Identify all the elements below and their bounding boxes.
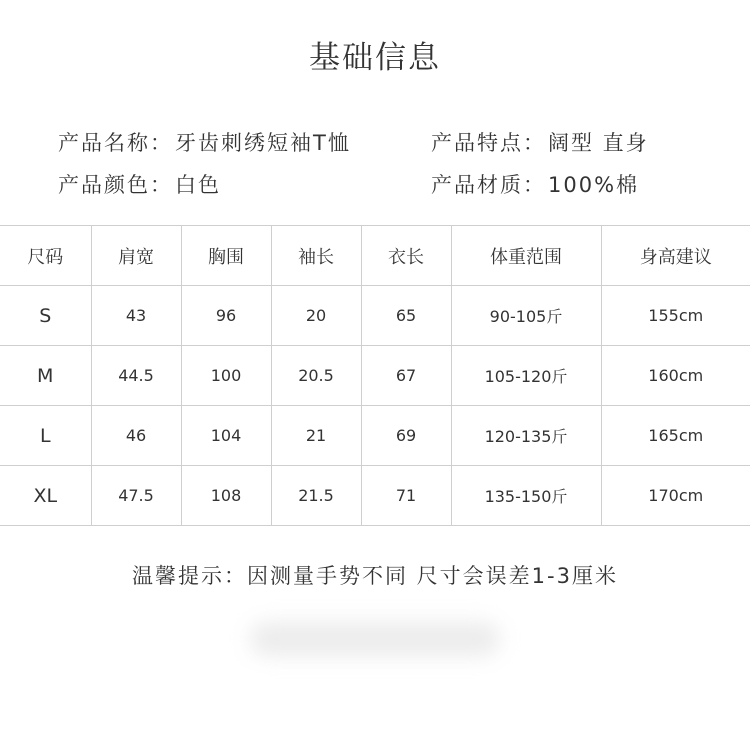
table-cell: 65 [361, 286, 451, 346]
table-cell: 44.5 [91, 346, 181, 406]
table-row [0, 466, 750, 526]
header-cell: 体重范围 [451, 226, 601, 286]
header-cell: 袖长 [271, 226, 361, 286]
table-cell: 108 [181, 466, 271, 526]
measurement-tip: 温馨提示：因测量手势不同 尺寸会误差1-3厘米 [132, 564, 618, 588]
header-cell: 尺码 [0, 226, 91, 286]
table-cell: 170cm [601, 466, 750, 526]
table-cell: 47.5 [91, 466, 181, 526]
product-name-row [58, 127, 351, 157]
size-cell: M [0, 346, 91, 406]
table-cell: 104 [181, 406, 271, 466]
table-cell: 21.5 [271, 466, 361, 526]
table-cell: 105-120斤 [451, 346, 601, 406]
table-cell: 21 [271, 406, 361, 466]
table-row [0, 286, 750, 346]
size-cell: L [0, 406, 91, 466]
table-cell: 165cm [601, 406, 750, 466]
product-color-row [58, 169, 221, 199]
table-cell: 96 [181, 286, 271, 346]
header-cell: 身高建议 [601, 226, 750, 286]
table-cell: 20 [271, 286, 361, 346]
table-row [0, 406, 750, 466]
product-color-value: 白色 [175, 173, 221, 197]
table-cell: 135-150斤 [451, 466, 601, 526]
table-cell: 90-105斤 [451, 286, 601, 346]
table-cell: 20.5 [271, 346, 361, 406]
table-cell: 155cm [601, 286, 750, 346]
table-cell: 69 [361, 406, 451, 466]
table-header-row [0, 226, 750, 286]
product-color-label: 产品颜色： [58, 173, 173, 197]
size-table [0, 225, 750, 526]
product-name-value: 牙齿刺绣短袖T恤 [175, 131, 351, 155]
product-material-value: 100%棉 [548, 173, 640, 197]
header-cell: 衣长 [361, 226, 451, 286]
size-cell: S [0, 286, 91, 346]
page-title: 基础信息 [309, 40, 441, 76]
table-cell: 67 [361, 346, 451, 406]
product-material-row [431, 169, 639, 199]
product-feature-row [431, 127, 649, 157]
product-feature-value: 阔型 直身 [548, 131, 649, 155]
header-cell: 胸围 [181, 226, 271, 286]
header-cell: 肩宽 [91, 226, 181, 286]
table-cell: 71 [361, 466, 451, 526]
size-cell: XL [0, 466, 91, 526]
product-name-label: 产品名称： [58, 131, 173, 155]
table-cell: 120-135斤 [451, 406, 601, 466]
product-material-label: 产品材质： [431, 173, 546, 197]
table-cell: 46 [91, 406, 181, 466]
table-cell: 160cm [601, 346, 750, 406]
table-row [0, 346, 750, 406]
blurred-decoration [250, 622, 500, 656]
table-cell: 100 [181, 346, 271, 406]
product-feature-label: 产品特点： [431, 131, 546, 155]
table-cell: 43 [91, 286, 181, 346]
